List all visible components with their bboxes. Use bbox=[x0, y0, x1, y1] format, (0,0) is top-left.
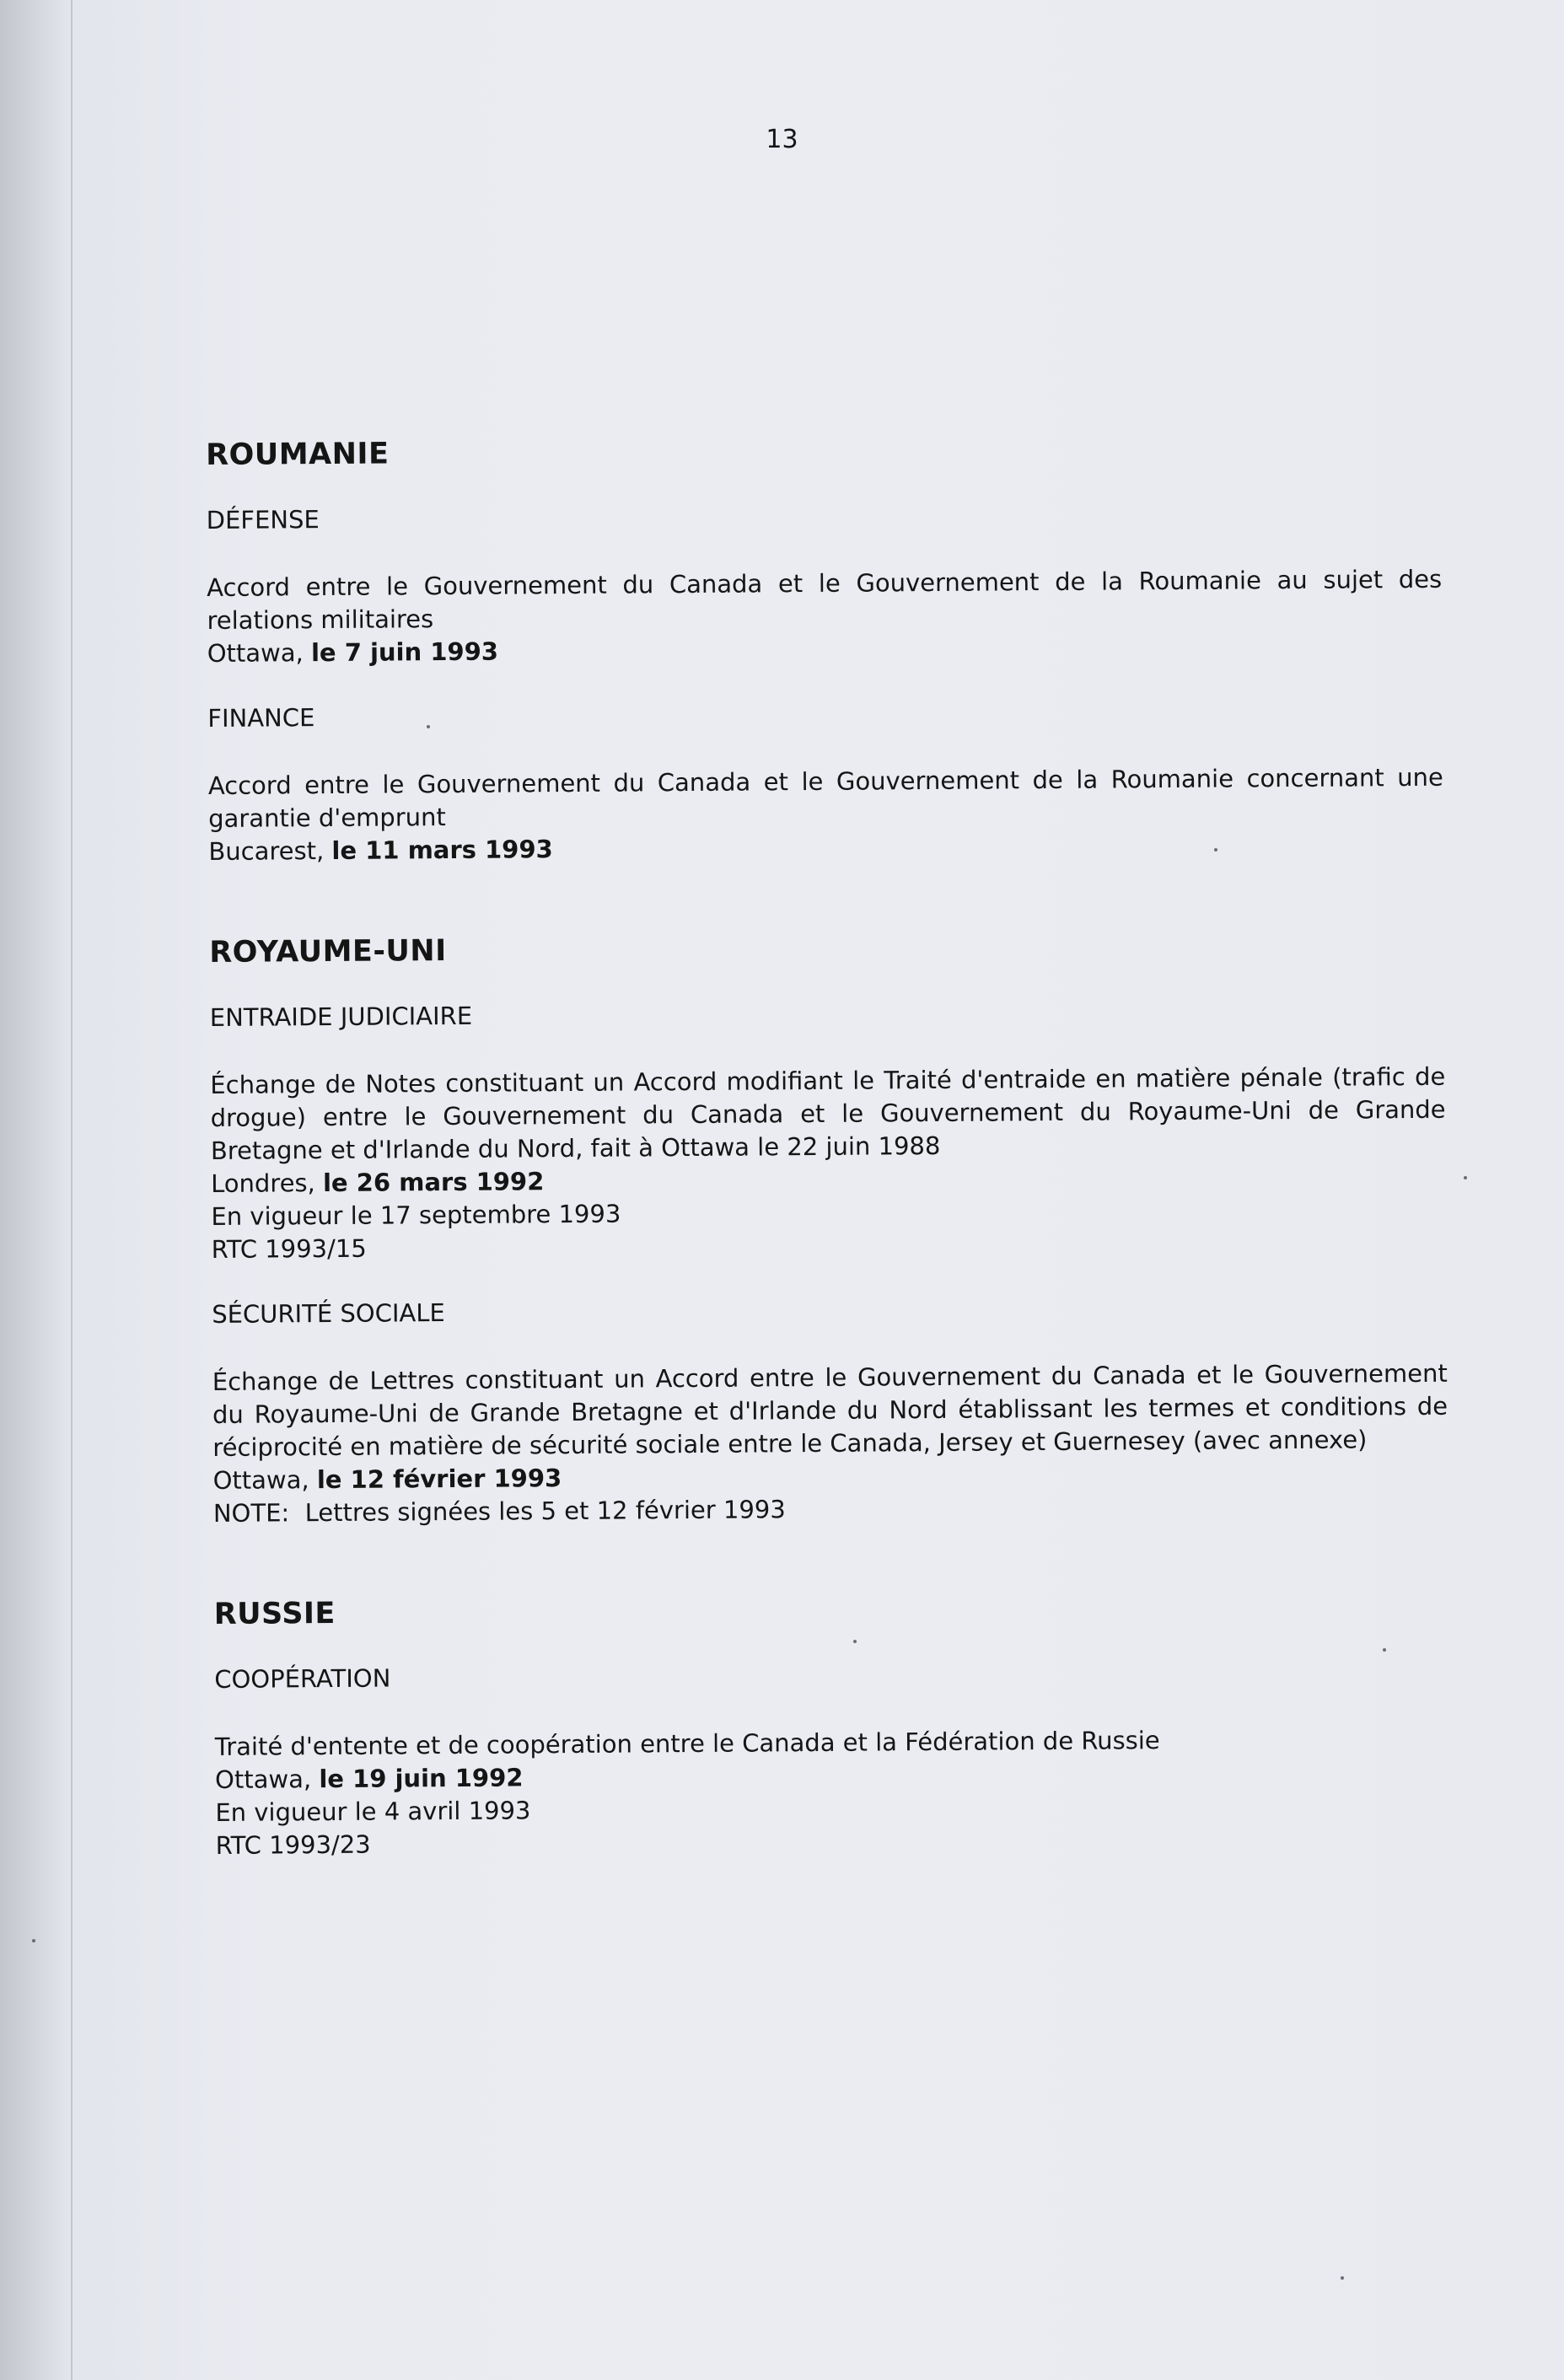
scan-speck bbox=[1464, 1176, 1467, 1179]
scan-speck bbox=[32, 1939, 35, 1942]
treaty-title: Accord entre le Gouvernement du Canada et le Gouvernement de la Roumanie au sujet des relations militaires bbox=[207, 564, 1443, 635]
category-heading: DÉFENSE bbox=[206, 505, 320, 535]
treaty-entry bbox=[208, 761, 1457, 868]
country-heading: RUSSIE bbox=[213, 1596, 336, 1631]
scan-speck bbox=[853, 1640, 857, 1643]
page-number: 13 bbox=[766, 125, 798, 154]
category-defense bbox=[207, 497, 1455, 670]
entry-reference: RTC 1993/23 bbox=[215, 1829, 371, 1860]
treaty-entry bbox=[215, 1722, 1464, 1862]
treaty-title: Échange de Notes constituant un Accord modifiant le Traité d'entraide en matière pénale (trafic de drogue) entre le Gouvernement du Canada et le Gouvernement du Royaume-Uni de Grande Bretagne et d'Irlande du Nord, fait à Ottawa le 22 juin 1988 bbox=[210, 1061, 1446, 1165]
binding-edge bbox=[71, 0, 73, 2380]
signing-date: le 12 février 1993 bbox=[316, 1464, 562, 1495]
signing-place: Ottawa, bbox=[207, 638, 304, 668]
treaty-title: Accord entre le Gouvernement du Canada et le Gouvernement de la Roumanie concernant une garantie d'emprunt bbox=[207, 762, 1443, 833]
country-section-russie bbox=[214, 1589, 1464, 1862]
signing-place: Ottawa, bbox=[214, 1765, 312, 1794]
entry-note: NOTE: Lettres signées les 5 et 12 février 1993 bbox=[212, 1495, 786, 1528]
category-entraide-judiciaire bbox=[210, 995, 1459, 1266]
signing-date: le 7 juin 1993 bbox=[310, 637, 499, 668]
treaty-title: Échange de Lettres constituant un Accord entre le Gouvernement du Canada et le Gouvernement du Royaume-Uni de Grande Bretagne et d'Irlande du Nord établissant les termes et conditions de réciprocité en matière de sécurité sociale entre le Canada, Jersey et Guernesey (avec annexe) bbox=[212, 1358, 1448, 1462]
entry-reference: RTC 1993/15 bbox=[211, 1233, 367, 1264]
category-cooperation bbox=[214, 1657, 1464, 1862]
scan-speck bbox=[1383, 1648, 1386, 1652]
country-section-royaume-uni bbox=[209, 927, 1461, 1530]
country-heading: ROYAUME-UNI bbox=[209, 934, 447, 970]
signing-date: le 19 juin 1992 bbox=[319, 1763, 524, 1794]
signing-place: Bucarest, bbox=[208, 836, 325, 866]
treaty-title: Traité d'entente et de coopération entre le Canada et la Fédération de Russie bbox=[214, 1726, 1160, 1761]
scan-speck bbox=[427, 725, 430, 728]
country-heading: ROUMANIE bbox=[206, 437, 390, 472]
category-heading: ENTRAIDE JUDICIAIRE bbox=[209, 1001, 473, 1032]
signing-date: le 26 mars 1992 bbox=[322, 1167, 545, 1198]
treaty-list bbox=[206, 430, 1464, 1862]
treaty-entry bbox=[210, 1061, 1459, 1266]
entry-in-force: En vigueur le 4 avril 1993 bbox=[215, 1796, 531, 1827]
signing-place: Ottawa, bbox=[212, 1465, 309, 1495]
signing-date: le 11 mars 1993 bbox=[331, 835, 553, 865]
country-section-roumanie bbox=[206, 430, 1457, 868]
category-securite-sociale bbox=[212, 1292, 1461, 1530]
treaty-entry bbox=[207, 563, 1455, 670]
signing-place: Londres, bbox=[211, 1169, 315, 1198]
category-heading: COOPÉRATION bbox=[214, 1663, 391, 1694]
treaty-entry bbox=[212, 1357, 1461, 1530]
category-heading: SÉCURITÉ SOCIALE bbox=[212, 1298, 445, 1329]
category-heading: FINANCE bbox=[207, 703, 315, 733]
entry-in-force: En vigueur le 17 septembre 1993 bbox=[211, 1199, 621, 1231]
scan-speck bbox=[1214, 848, 1217, 852]
category-finance bbox=[207, 696, 1456, 868]
scan-speck bbox=[1341, 2276, 1344, 2280]
